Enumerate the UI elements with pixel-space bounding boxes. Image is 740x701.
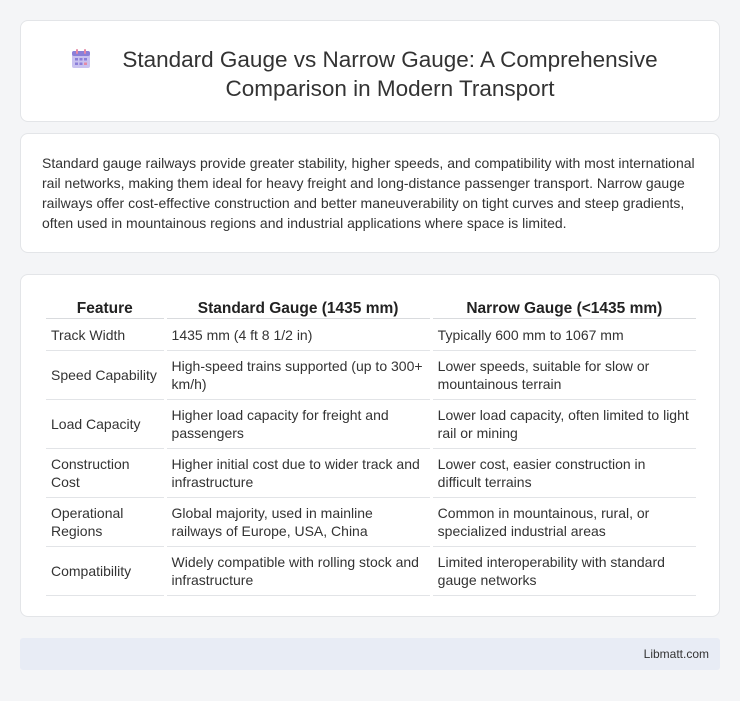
standard-cell: Higher load capacity for freight and passengers [167, 400, 430, 449]
comparison-card [20, 274, 720, 617]
standard-cell: Global majority, used in mainline railways of Europe, USA, China [167, 498, 430, 547]
feature-cell: Construction Cost [46, 449, 164, 498]
standard-cell: Higher initial cost due to wider track and infrastructure [167, 449, 430, 498]
table-row [46, 498, 696, 547]
table-row [46, 547, 696, 596]
page-title: Standard Gauge vs Narrow Gauge: A Comprehensive Comparison in Modern Transport [122, 47, 658, 101]
feature-cell: Compatibility [46, 547, 164, 596]
footer-brand: Libmatt.com [643, 647, 709, 661]
footer [20, 638, 720, 670]
title-card [20, 20, 720, 122]
header-narrow-gauge: Narrow Gauge (<1435 mm) [433, 295, 696, 319]
standard-cell: 1435 mm (4 ft 8 1/2 in) [167, 319, 430, 351]
table-row [46, 351, 696, 400]
feature-cell: Track Width [46, 319, 164, 351]
table-row [46, 400, 696, 449]
narrow-cell: Lower cost, easier construction in difficult terrains [433, 449, 696, 498]
intro-card [20, 133, 720, 253]
feature-cell: Operational Regions [46, 498, 164, 547]
standard-cell: High-speed trains supported (up to 300+ km/h) [167, 351, 430, 400]
standard-cell: Widely compatible with rolling stock and infrastructure [167, 547, 430, 596]
table-row [46, 449, 696, 498]
comparison-table [43, 295, 699, 596]
table-header-row [46, 295, 696, 319]
feature-cell: Speed Capability [46, 351, 164, 400]
table-row [46, 319, 696, 351]
narrow-cell: Lower speeds, suitable for slow or mountainous terrain [433, 351, 696, 400]
header-feature: Feature [46, 295, 164, 319]
header-standard-gauge: Standard Gauge (1435 mm) [167, 295, 430, 319]
narrow-cell: Typically 600 mm to 1067 mm [433, 319, 696, 351]
narrow-cell: Lower load capacity, often limited to light rail or mining [433, 400, 696, 449]
feature-cell: Load Capacity [46, 400, 164, 449]
intro-paragraph: Standard gauge railways provide greater stability, higher speeds, and compatibility with most international rail networks, making them ideal for heavy freight and long-distance passenger transport. Narrow gauge railways offer cost-effective construction and better maneuverability on tight curves and steep gradients, often used in mountainous regions and industrial applications where space is limited. [42, 155, 695, 231]
narrow-cell: Limited interoperability with standard gauge networks [433, 547, 696, 596]
narrow-cell: Common in mountainous, rural, or specialized industrial areas [433, 498, 696, 547]
